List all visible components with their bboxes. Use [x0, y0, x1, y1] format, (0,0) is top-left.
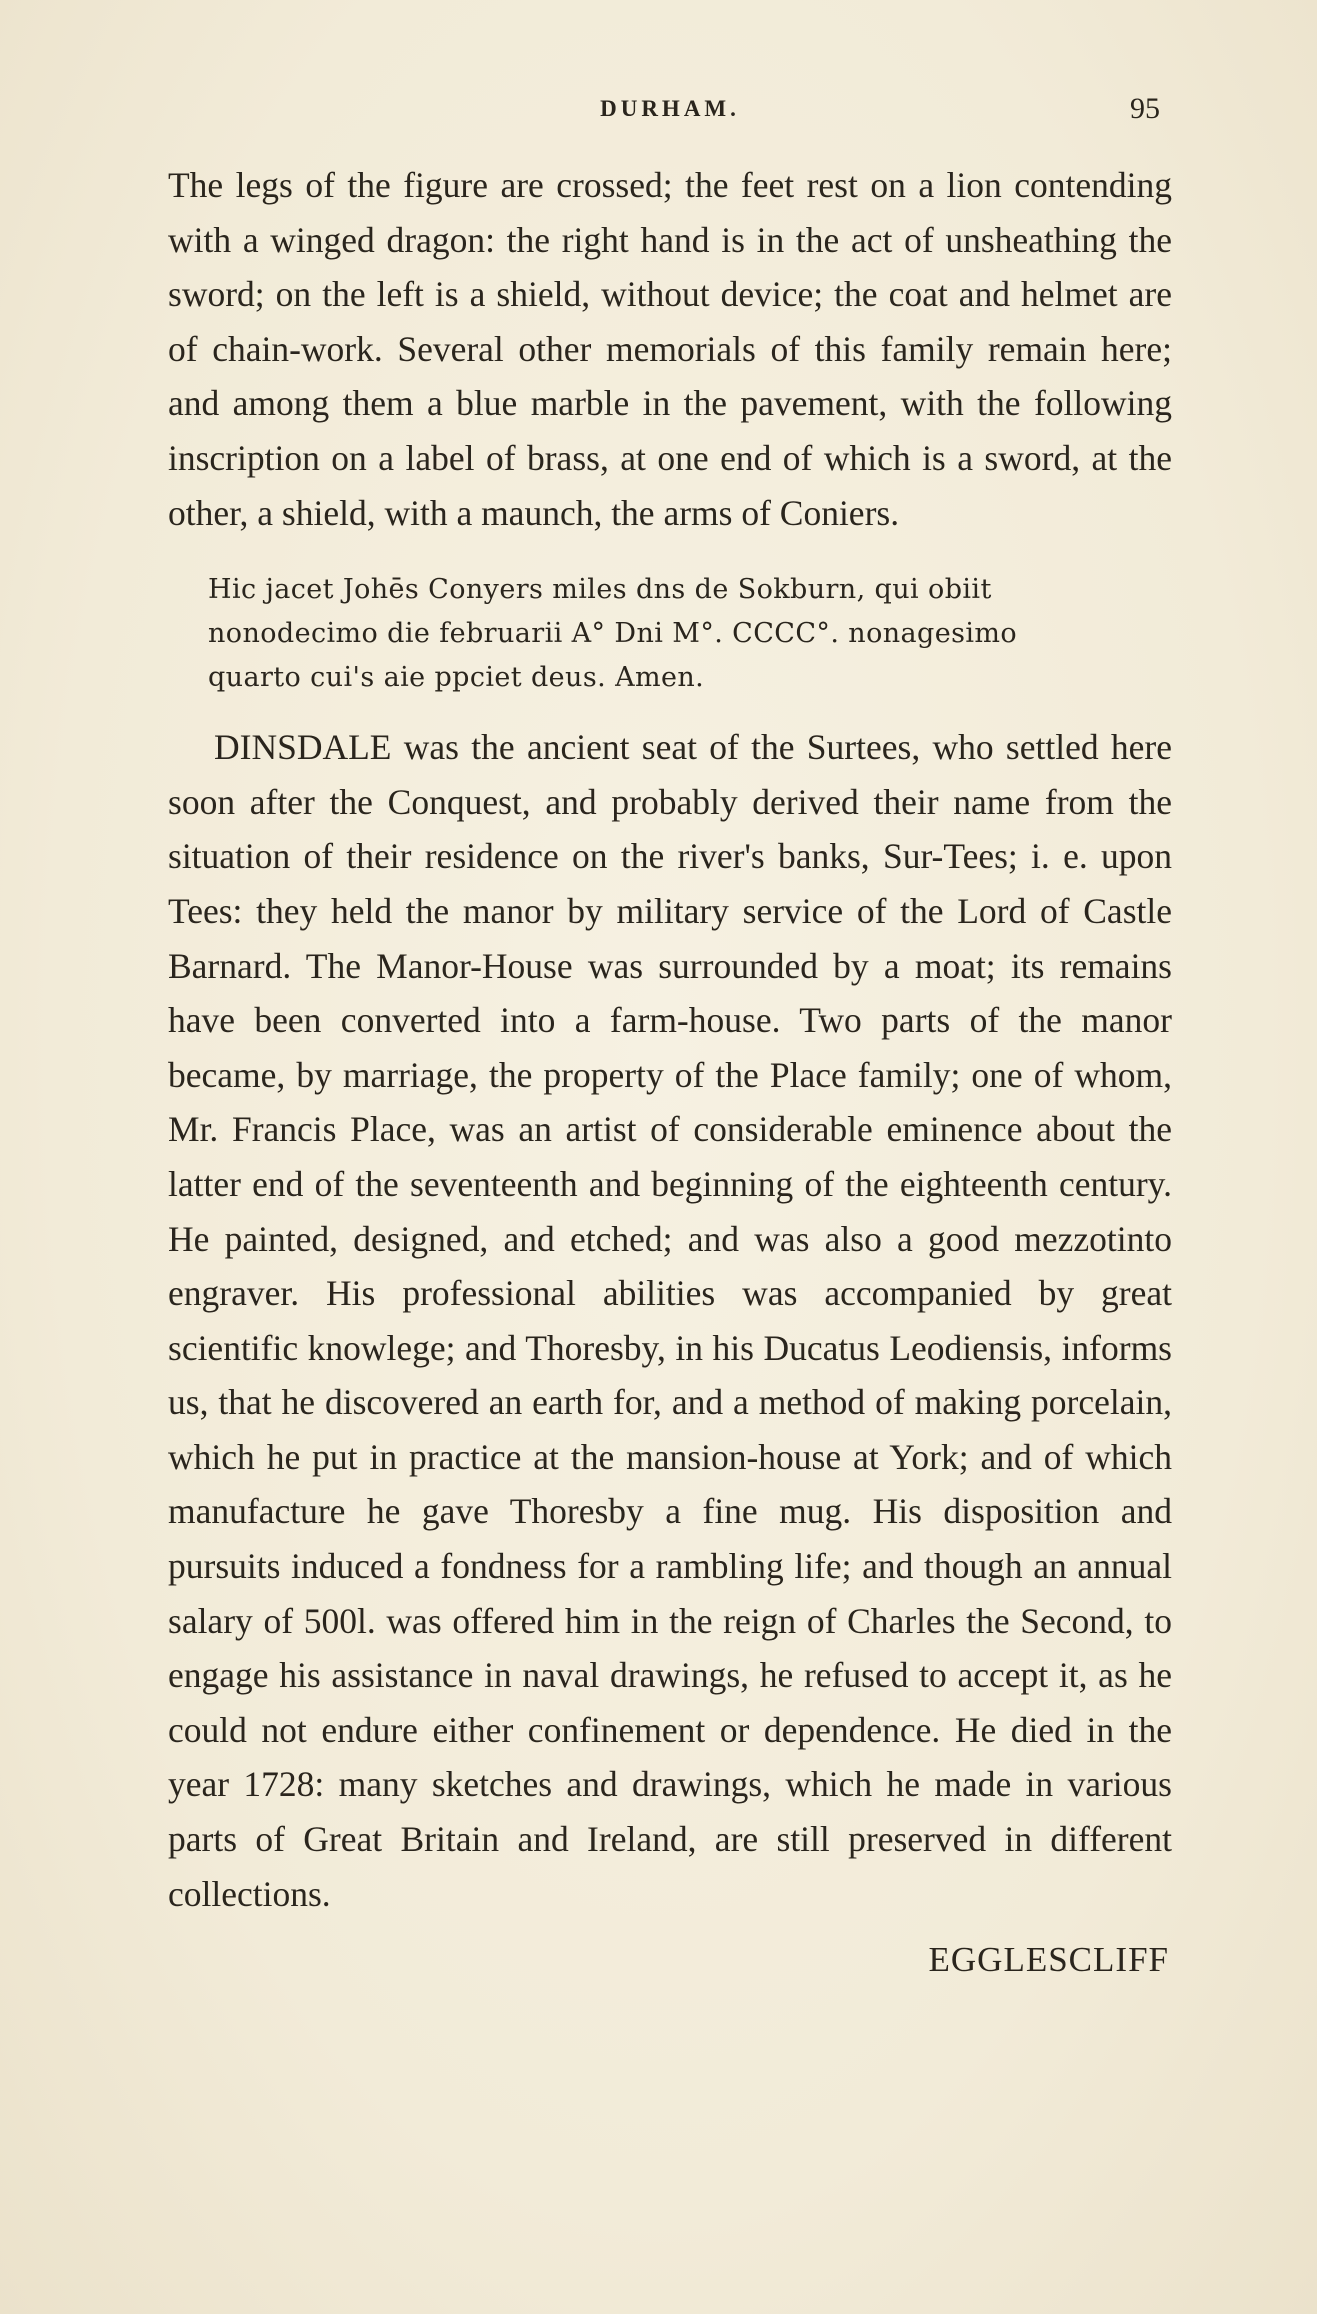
paragraph-dinsdale: DINSDALE was the ancient seat of the Surtees, who settled here soon after the Conquest, and probably derived their name from the situation of their residence on the river's banks, Sur-Tees; i. e. upon Tees: they held the manor by military service of the Lord of Castle Barnard. The Manor-House was surrounded by a moat; its remains have been converted into a farm-house. Two parts of the manor became, by marriage, the property of the Place family; one of whom, Mr. Francis Place, was an artist of considerable eminence about the latter end of the seventeenth and beginning of the eighteenth century. He painted, designed, and etched; and was also a good mezzotinto engraver. His professional abilities was accompanied by great scientific knowlege; and Thoresby, in his Ducatus Leodiensis, informs us, that he discovered an earth for, and a method of making porcelain, which he put in practice at the mansion-house at York; and of which manufacture he gave Thoresby a fine mug. His disposition and pursuits induced a fondness for a rambling life; and though an annual salary of 500l. was offered him in the reign of Charles the Second, to engage his assistance in naval drawings, he refused to accept it, as he could not endure either confinement or dependence. He died in the year 1728: many sketches and drawings, which he made in various parts of Great Britain and Ireland, are still preserved in different collections. [168, 727, 1172, 1914]
running-title: DURHAM. [600, 96, 740, 121]
blackletter-inscription [208, 568, 1158, 700]
paragraph-effigy-description: The legs of the figure are crossed; the feet rest on a lion contending with a winged dragon: the right hand is in the act of unsheathing the sword; on the left is a shield, without device; the coat and helmet are of chain-work. Several other memorials of this family remain here; and among them a blue marble in the pavement, with the following inscription on a label of brass, at one end of which is a sword, at the other, a shield, with a maunch, the arms of Coniers. [168, 165, 1172, 533]
catchword: EGGLESCLIFF [928, 1940, 1169, 1979]
page-number: 95 [1130, 92, 1160, 125]
body-text [168, 158, 1172, 1921]
inscription-line: Hic jacet Johēs Conyers miles dns de Sokburn, qui obiit [208, 574, 992, 606]
page-header [170, 92, 1170, 132]
inscription-line: quarto cui's aie ppciet deus. Amen. [208, 662, 705, 694]
inscription-line: nonodecimo die februarii A° Dni M°. CCCC°. nonagesimo [208, 618, 1018, 650]
